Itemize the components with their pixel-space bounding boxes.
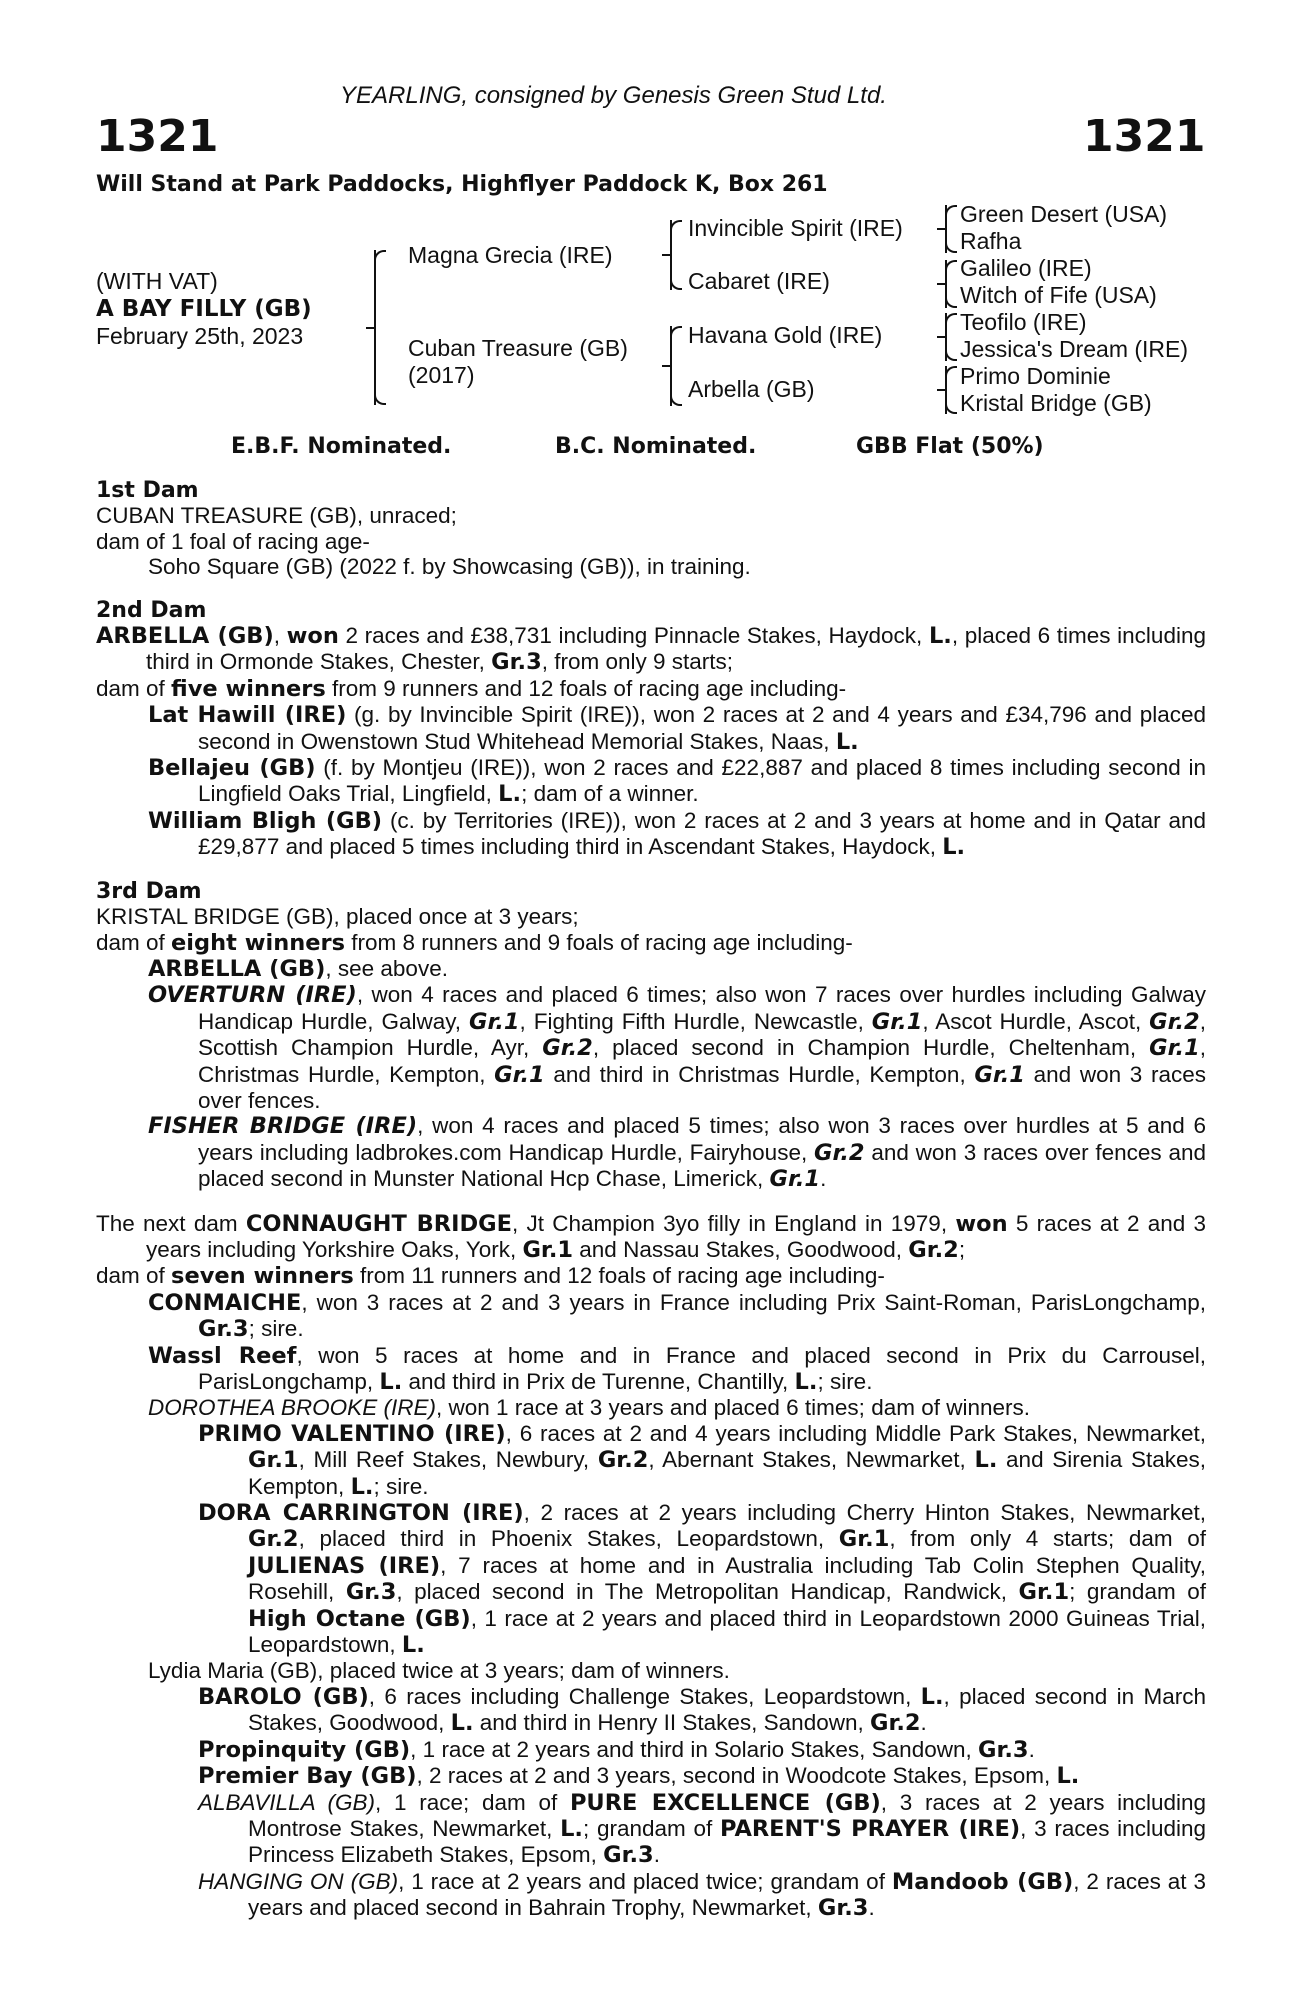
pedigree-brace-gen1-tick: [366, 327, 374, 329]
third-dam-heading: 3rd Dam: [96, 878, 202, 904]
next-dam-grand-5: Premier Bay (GB), 2 races at 2 and 3 years, second in Woodcote Stakes, Epsom, L.: [198, 1763, 1080, 1790]
lot-number-right: 1321: [1083, 111, 1206, 162]
second-dam-runner-1: Lat Hawill (IRE) (g. by Invincible Spirit (IRE)), won 2 races at 2 and 4 years and £34,796 and placed second in Owenstown Stud Whitehead Memorial Stakes, Naas, L.: [148, 702, 1206, 755]
pedigree-ssd: Rafha: [960, 228, 1022, 254]
pedigree-brace-dd-tick: [937, 389, 945, 391]
pedigree-brace-dd: [945, 366, 947, 414]
next-dam-grand-4: Propinquity (GB), 1 race at 2 years and third in Solario Stakes, Sandown, Gr.3.: [198, 1736, 1035, 1763]
second-dam-runner-2: Bellajeu (GB) (f. by Montjeu (IRE)), won 2 races and £22,887 and placed 8 times including second in Lingfield Oaks Trial, Lingfield, L.; dam of a winner.: [148, 755, 1206, 808]
first-dam-line1: CUBAN TREASURE (GB), unraced;: [96, 503, 457, 529]
foaling-date: February 25th, 2023: [96, 323, 304, 349]
third-dam-runner-1: ARBELLA (GB), see above.: [148, 955, 448, 982]
pedigree-dam-dam: Arbella (GB): [688, 376, 815, 402]
pedigree-sdd: Witch of Fife (USA): [960, 282, 1157, 308]
second-dam-runner-3: William Bligh (GB) (c. by Territories (IRE)), won 2 races at 2 and 3 years at home and in Qatar and £29,877 and placed 5 times including third in Ascendant Stakes, Haydock, L.: [148, 807, 1206, 861]
bc-nomination: B.C. Nominated.: [555, 434, 757, 459]
next-dam-grand-6: ALBAVILLA (GB), 1 race; dam of PURE EXCELLENCE (GB), 3 races at 2 years including Montrose Stakes, Newmarket, L.; grandam of PARENT'S PRAYER (IRE), 3 races including Princess Elizabeth Stakes, Epsom, Gr.3.: [198, 1789, 1206, 1869]
next-dam-grand-1: PRIMO VALENTINO (IRE), 6 races at 2 and 4 years including Middle Park Stakes, Newmarket, Gr.1, Mill Reef Stakes, Newbury, Gr.2, Abernant Stakes, Newmarket, L. and Sirenia Stakes, Kempton, L.; sire.: [198, 1420, 1207, 1500]
third-dam-produce-summary: dam of eight winners from 8 runners and 9 foals of racing age including-: [96, 929, 853, 956]
pedigree-brace-sd-tick: [937, 283, 945, 285]
second-dam-heading: 2nd Dam: [96, 597, 207, 623]
pedigree-dam-year: (2017): [408, 362, 475, 388]
pedigree-notes: [96, 478, 1206, 1922]
next-dam-runner-1: CONMAICHE, won 3 races at 2 and 3 years in France including Prix Saint-Roman, ParisLongchamp, Gr.3; sire.: [148, 1289, 1206, 1343]
next-dam-produce-summary: dam of seven winners from 11 runners and 12 foals of racing age including-: [96, 1263, 885, 1290]
pedigree-ddd: Kristal Bridge (GB): [960, 390, 1152, 416]
first-dam-produce: Soho Square (GB) (2022 f. by Showcasing (GB)), in training.: [148, 554, 751, 580]
pedigree-brace-sd: [945, 260, 947, 308]
next-dam-runner-4: Lydia Maria (GB), placed twice at 3 years; dam of winners.: [148, 1658, 730, 1684]
next-dam-grand-7: HANGING ON (GB), 1 race at 2 years and placed twice; grandam of Mandoob (GB), 2 races at 3 years and placed second in Bahrain Trophy, Newmarket, Gr.3.: [198, 1868, 1206, 1922]
pedigree-sds: Galileo (IRE): [960, 255, 1092, 281]
gbb-flat: GBB Flat (50%): [856, 434, 1044, 459]
pedigree-brace-sire: [670, 220, 672, 290]
pedigree-brace-dam-tick: [662, 365, 670, 367]
pedigree-dss: Teofilo (IRE): [960, 309, 1087, 335]
next-dam-record: The next dam CONNAUGHT BRIDGE, Jt Champion 3yo filly in England in 1979, won 5 races at 2 and 3 years including Yorkshire Oaks, York, Gr.1 and Nassau Stakes, Goodwood, Gr.2;: [96, 1210, 1207, 1263]
lot-number-left: 1321: [96, 111, 219, 162]
pedigree-brace-ss: [945, 205, 947, 253]
consignment-line: YEARLING, consigned by Genesis Green Stud Ltd.: [340, 82, 887, 109]
lot-name: A BAY FILLY (GB): [96, 296, 312, 322]
first-dam-heading: 1st Dam: [96, 478, 199, 503]
first-dam-line2: dam of 1 foal of racing age-: [96, 528, 370, 554]
pedigree-brace-ds: [945, 313, 947, 361]
pedigree-dam: Cuban Treasure (GB): [408, 335, 628, 361]
stand-location: Will Stand at Park Paddocks, Highflyer Paddock K, Box 261: [96, 172, 828, 197]
third-dam-runner-2: OVERTURN (IRE), won 4 races and placed 6 times; also won 7 races over hurdles including Galway Handicap Hurdle, Galway, Gr.1, Fighting Fifth Hurdle, Newcastle, Gr.1, Ascot Hurdle, Ascot, Gr.2, Scottish Champion Hurdle, Ayr, Gr.2, placed second in Champion Hurdle, Cheltenham, Gr.1, Christmas Hurdle, Kempton, Gr.1 and third in Christmas Hurdle, Kempton, Gr.1 and won 3 races over fences.: [148, 982, 1206, 1113]
next-dam-grand-3: BAROLO (GB), 6 races including Challenge Stakes, Leopardstown, L., placed second in March Stakes, Goodwood, L. and third in Henry II Stakes, Sandown, Gr.2.: [198, 1683, 1206, 1737]
pedigree-dsd: Jessica's Dream (IRE): [960, 336, 1189, 362]
third-dam-runner-3: FISHER BRIDGE (IRE), won 4 races and placed 5 times; also won 3 races over hurdles at 5 and 6 years including ladbrokes.com Handicap Hurdle, Fairyhouse, Gr.2 and won 3 races over fences and placed second in Munster National Hcp Chase, Limerick, Gr.1.: [148, 1113, 1206, 1193]
pedigree-sire-sire: Invincible Spirit (IRE): [688, 215, 903, 241]
third-dam-line1: KRISTAL BRIDGE (GB), placed once at 3 years;: [96, 904, 579, 930]
pedigree-brace-ds-tick: [937, 336, 945, 338]
pedigree-sss: Green Desert (USA): [960, 201, 1168, 227]
pedigree-dam-sire: Havana Gold (IRE): [688, 322, 883, 348]
pedigree-brace-ss-tick: [937, 228, 945, 230]
next-dam-runner-2: Wassl Reef, won 5 races at home and in France and placed second in Prix du Carrousel, ParisLongchamp, L. and third in Prix de Turenne, Chantilly, L.; sire.: [148, 1342, 1206, 1395]
second-dam-record: ARBELLA (GB), won 2 races and £38,731 including Pinnacle Stakes, Haydock, L., placed 6 times including third in Ormonde Stakes, Chester, Gr.3, from only 9 starts;: [96, 623, 1206, 676]
vat-note: (WITH VAT): [96, 268, 218, 294]
pedigree-dds: Primo Dominie: [960, 363, 1111, 389]
ebf-nomination: E.B.F. Nominated.: [231, 434, 452, 459]
pedigree-brace-gen1: [374, 250, 376, 405]
pedigree-brace-dam: [670, 326, 672, 406]
pedigree-sire: Magna Grecia (IRE): [408, 242, 613, 268]
second-dam-produce-summary: dam of five winners from 9 runners and 12 foals of racing age including-: [96, 675, 847, 702]
pedigree-sire-dam: Cabaret (IRE): [688, 268, 830, 294]
next-dam-runner-3: DOROTHEA BROOKE (IRE), won 1 race at 3 years and placed 6 times; dam of winners.: [148, 1395, 1031, 1421]
next-dam-grand-2: DORA CARRINGTON (IRE), 2 races at 2 years including Cherry Hinton Stakes, Newmarket, Gr.2, placed third in Phoenix Stakes, Leopardstown, Gr.1, from only 4 starts; dam of JULIENAS (IRE), 7 races at home and in Australia including Tab Colin Stephen Quality, Rosehill, Gr.3, placed second in The Metropolitan Handicap, Randwick, Gr.1; grandam of High Octane (GB), 1 race at 2 years and placed third in Leopardstown 2000 Guineas Trial, Leopardstown, L.: [198, 1500, 1207, 1659]
pedigree-brace-sire-tick: [662, 254, 670, 256]
